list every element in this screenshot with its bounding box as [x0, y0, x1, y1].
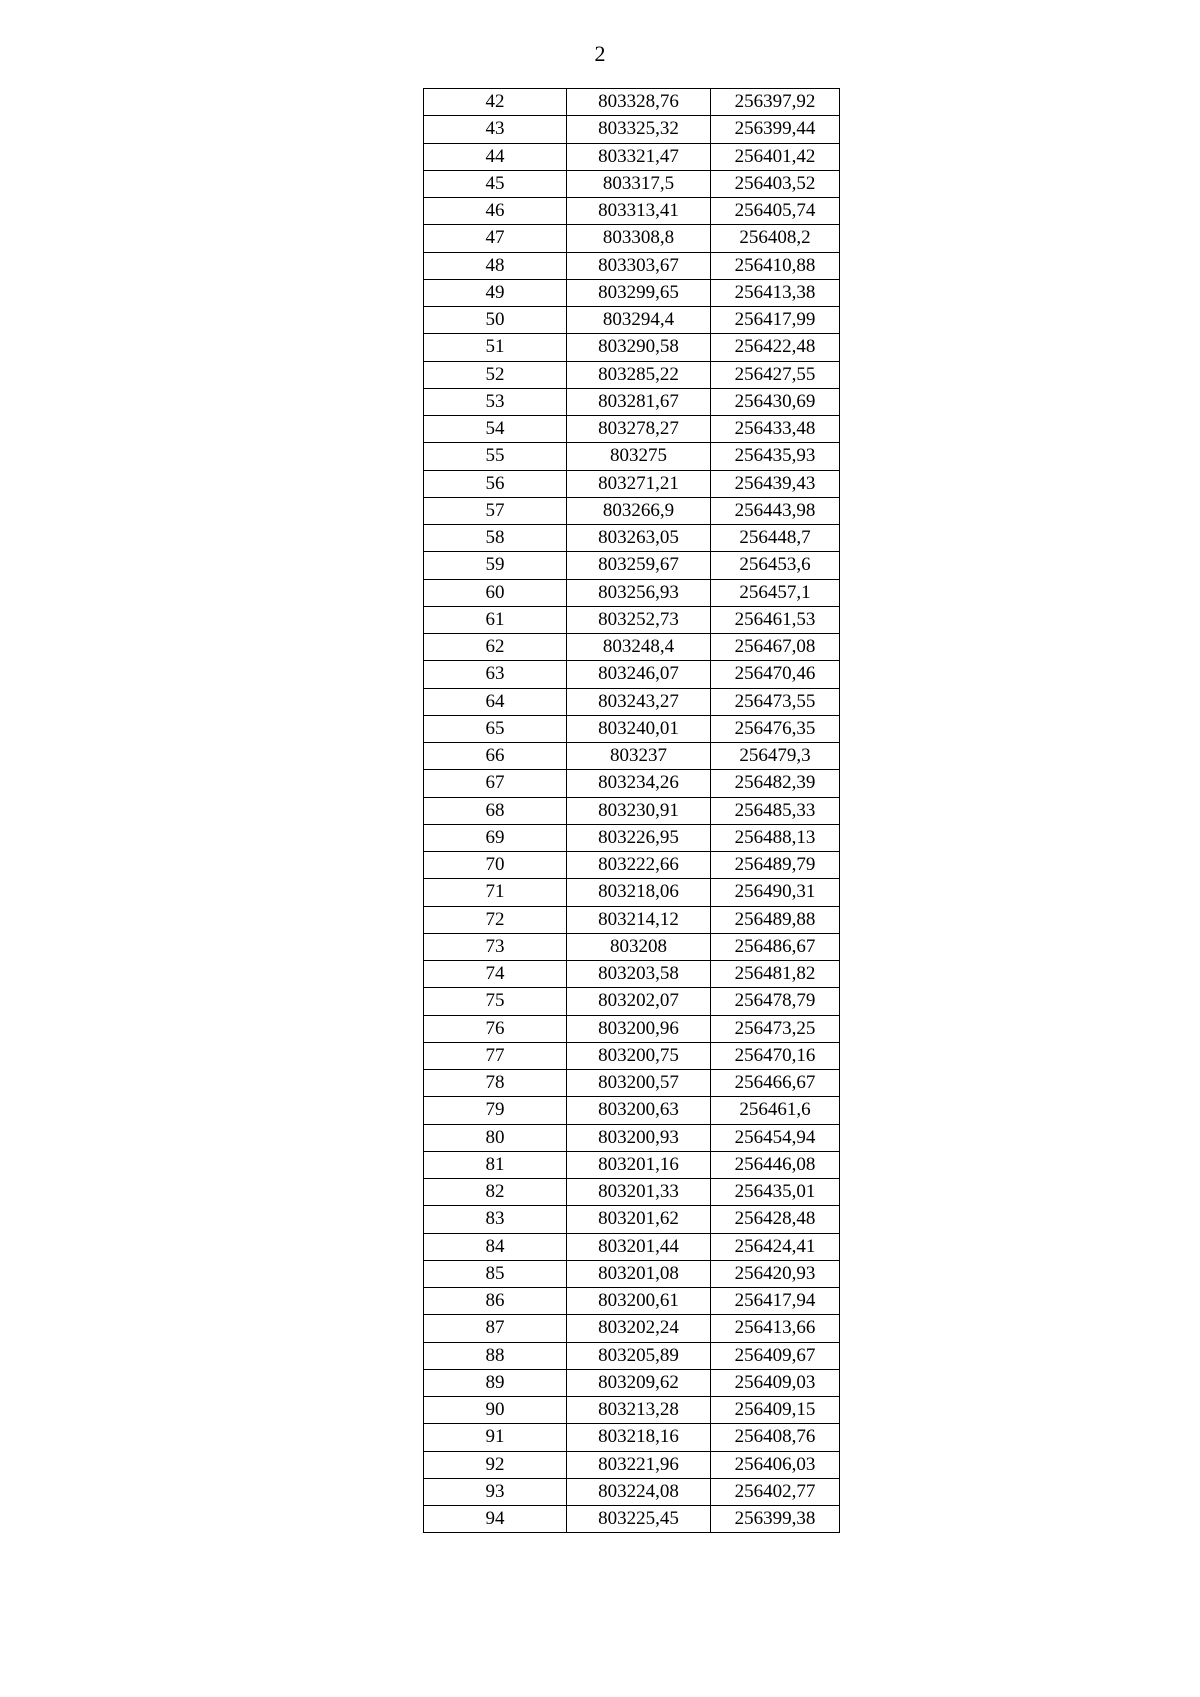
- point-number-cell: 47: [424, 225, 567, 252]
- y-coordinate-cell: 256473,55: [711, 688, 840, 715]
- x-coordinate-cell: 803259,67: [567, 552, 711, 579]
- y-coordinate-cell: 256443,98: [711, 497, 840, 524]
- x-coordinate-cell: 803252,73: [567, 606, 711, 633]
- y-coordinate-cell: 256485,33: [711, 797, 840, 824]
- table-row: [424, 361, 840, 388]
- point-number-cell: 43: [424, 116, 567, 143]
- table-row: [424, 552, 840, 579]
- point-number-cell: 46: [424, 198, 567, 225]
- x-coordinate-cell: 803200,61: [567, 1288, 711, 1315]
- table-row: [424, 89, 840, 116]
- x-coordinate-cell: 803303,67: [567, 252, 711, 279]
- table-row: [424, 661, 840, 688]
- table-row: [424, 525, 840, 552]
- y-coordinate-cell: 256435,93: [711, 443, 840, 470]
- table-row: [424, 1478, 840, 1505]
- table-row: [424, 1288, 840, 1315]
- y-coordinate-cell: 256448,7: [711, 525, 840, 552]
- x-coordinate-cell: 803237: [567, 743, 711, 770]
- y-coordinate-cell: 256427,55: [711, 361, 840, 388]
- table-row: [424, 1451, 840, 1478]
- point-number-cell: 88: [424, 1342, 567, 1369]
- y-coordinate-cell: 256409,67: [711, 1342, 840, 1369]
- y-coordinate-cell: 256486,67: [711, 933, 840, 960]
- table-row: [424, 961, 840, 988]
- table-row: [424, 1369, 840, 1396]
- y-coordinate-cell: 256397,92: [711, 89, 840, 116]
- y-coordinate-cell: 256399,38: [711, 1506, 840, 1533]
- table-row: [424, 497, 840, 524]
- x-coordinate-cell: 803201,62: [567, 1206, 711, 1233]
- table-row: [424, 824, 840, 851]
- point-number-cell: 80: [424, 1124, 567, 1151]
- table-row: [424, 743, 840, 770]
- table-row: [424, 252, 840, 279]
- x-coordinate-cell: 803213,28: [567, 1397, 711, 1424]
- table-row: [424, 470, 840, 497]
- y-coordinate-cell: 256417,99: [711, 307, 840, 334]
- x-coordinate-cell: 803275: [567, 443, 711, 470]
- table-row: [424, 879, 840, 906]
- x-coordinate-cell: 803201,44: [567, 1233, 711, 1260]
- y-coordinate-cell: 256454,94: [711, 1124, 840, 1151]
- point-number-cell: 54: [424, 416, 567, 443]
- x-coordinate-cell: 803201,33: [567, 1179, 711, 1206]
- point-number-cell: 70: [424, 852, 567, 879]
- x-coordinate-cell: 803226,95: [567, 824, 711, 851]
- table-row: [424, 933, 840, 960]
- table-row: [424, 334, 840, 361]
- point-number-cell: 58: [424, 525, 567, 552]
- y-coordinate-cell: 256489,88: [711, 906, 840, 933]
- table-row: [424, 443, 840, 470]
- x-coordinate-cell: 803294,4: [567, 307, 711, 334]
- point-number-cell: 62: [424, 634, 567, 661]
- table-row: [424, 279, 840, 306]
- point-number-cell: 89: [424, 1369, 567, 1396]
- y-coordinate-cell: 256417,94: [711, 1288, 840, 1315]
- point-number-cell: 92: [424, 1451, 567, 1478]
- point-number-cell: 66: [424, 743, 567, 770]
- table-row: [424, 634, 840, 661]
- point-number-cell: 42: [424, 89, 567, 116]
- point-number-cell: 51: [424, 334, 567, 361]
- y-coordinate-cell: 256482,39: [711, 770, 840, 797]
- y-coordinate-cell: 256466,67: [711, 1070, 840, 1097]
- point-number-cell: 56: [424, 470, 567, 497]
- point-number-cell: 84: [424, 1233, 567, 1260]
- x-coordinate-cell: 803214,12: [567, 906, 711, 933]
- x-coordinate-cell: 803256,93: [567, 579, 711, 606]
- x-coordinate-cell: 803200,57: [567, 1070, 711, 1097]
- x-coordinate-cell: 803246,07: [567, 661, 711, 688]
- point-number-cell: 57: [424, 497, 567, 524]
- y-coordinate-cell: 256408,76: [711, 1424, 840, 1451]
- x-coordinate-cell: 803248,4: [567, 634, 711, 661]
- x-coordinate-cell: 803317,5: [567, 170, 711, 197]
- x-coordinate-cell: 803203,58: [567, 961, 711, 988]
- x-coordinate-cell: 803313,41: [567, 198, 711, 225]
- y-coordinate-cell: 256470,46: [711, 661, 840, 688]
- point-number-cell: 90: [424, 1397, 567, 1424]
- coordinates-table: [423, 88, 840, 1533]
- table-row: [424, 225, 840, 252]
- table-row: [424, 797, 840, 824]
- point-number-cell: 76: [424, 1015, 567, 1042]
- table-row: [424, 1233, 840, 1260]
- point-number-cell: 74: [424, 961, 567, 988]
- x-coordinate-cell: 803325,32: [567, 116, 711, 143]
- x-coordinate-cell: 803218,16: [567, 1424, 711, 1451]
- x-coordinate-cell: 803299,65: [567, 279, 711, 306]
- x-coordinate-cell: 803321,47: [567, 143, 711, 170]
- table-row: [424, 1206, 840, 1233]
- x-coordinate-cell: 803224,08: [567, 1478, 711, 1505]
- y-coordinate-cell: 256420,93: [711, 1260, 840, 1287]
- y-coordinate-cell: 256409,03: [711, 1369, 840, 1396]
- y-coordinate-cell: 256479,3: [711, 743, 840, 770]
- y-coordinate-cell: 256476,35: [711, 715, 840, 742]
- table-row: [424, 1397, 840, 1424]
- point-number-cell: 44: [424, 143, 567, 170]
- point-number-cell: 93: [424, 1478, 567, 1505]
- table-row: [424, 906, 840, 933]
- x-coordinate-cell: 803281,67: [567, 388, 711, 415]
- table-row: [424, 852, 840, 879]
- x-coordinate-cell: 803222,66: [567, 852, 711, 879]
- x-coordinate-cell: 803200,96: [567, 1015, 711, 1042]
- y-coordinate-cell: 256473,25: [711, 1015, 840, 1042]
- table-row: [424, 1342, 840, 1369]
- table-row: [424, 606, 840, 633]
- x-coordinate-cell: 803201,08: [567, 1260, 711, 1287]
- point-number-cell: 52: [424, 361, 567, 388]
- table-row: [424, 1070, 840, 1097]
- table-row: [424, 170, 840, 197]
- y-coordinate-cell: 256403,52: [711, 170, 840, 197]
- point-number-cell: 69: [424, 824, 567, 851]
- point-number-cell: 61: [424, 606, 567, 633]
- y-coordinate-cell: 256489,79: [711, 852, 840, 879]
- y-coordinate-cell: 256422,48: [711, 334, 840, 361]
- y-coordinate-cell: 256413,66: [711, 1315, 840, 1342]
- point-number-cell: 85: [424, 1260, 567, 1287]
- table-row: [424, 1260, 840, 1287]
- point-number-cell: 55: [424, 443, 567, 470]
- table-row: [424, 1042, 840, 1069]
- y-coordinate-cell: 256409,15: [711, 1397, 840, 1424]
- point-number-cell: 60: [424, 579, 567, 606]
- x-coordinate-cell: 803271,21: [567, 470, 711, 497]
- y-coordinate-cell: 256461,6: [711, 1097, 840, 1124]
- table-row: [424, 307, 840, 334]
- y-coordinate-cell: 256446,08: [711, 1151, 840, 1178]
- y-coordinate-cell: 256413,38: [711, 279, 840, 306]
- x-coordinate-cell: 803201,16: [567, 1151, 711, 1178]
- point-number-cell: 79: [424, 1097, 567, 1124]
- table-row: [424, 988, 840, 1015]
- table-row: [424, 1124, 840, 1151]
- point-number-cell: 77: [424, 1042, 567, 1069]
- y-coordinate-cell: 256430,69: [711, 388, 840, 415]
- y-coordinate-cell: 256424,41: [711, 1233, 840, 1260]
- x-coordinate-cell: 803266,9: [567, 497, 711, 524]
- x-coordinate-cell: 803240,01: [567, 715, 711, 742]
- x-coordinate-cell: 803208: [567, 933, 711, 960]
- y-coordinate-cell: 256453,6: [711, 552, 840, 579]
- table-row: [424, 1315, 840, 1342]
- x-coordinate-cell: 803285,22: [567, 361, 711, 388]
- table-row: [424, 688, 840, 715]
- x-coordinate-cell: 803308,8: [567, 225, 711, 252]
- table-row: [424, 1424, 840, 1451]
- page-number: 2: [594, 41, 606, 66]
- y-coordinate-cell: 256461,53: [711, 606, 840, 633]
- x-coordinate-cell: 803278,27: [567, 416, 711, 443]
- point-number-cell: 75: [424, 988, 567, 1015]
- point-number-cell: 78: [424, 1070, 567, 1097]
- table-row: [424, 1097, 840, 1124]
- y-coordinate-cell: 256399,44: [711, 116, 840, 143]
- point-number-cell: 68: [424, 797, 567, 824]
- point-number-cell: 63: [424, 661, 567, 688]
- table-row: [424, 143, 840, 170]
- x-coordinate-cell: 803218,06: [567, 879, 711, 906]
- y-coordinate-cell: 256435,01: [711, 1179, 840, 1206]
- y-coordinate-cell: 256478,79: [711, 988, 840, 1015]
- y-coordinate-cell: 256428,48: [711, 1206, 840, 1233]
- x-coordinate-cell: 803200,93: [567, 1124, 711, 1151]
- table-row: [424, 416, 840, 443]
- point-number-cell: 86: [424, 1288, 567, 1315]
- point-number-cell: 50: [424, 307, 567, 334]
- table-row: [424, 1179, 840, 1206]
- point-number-cell: 71: [424, 879, 567, 906]
- y-coordinate-cell: 256408,2: [711, 225, 840, 252]
- y-coordinate-cell: 256439,43: [711, 470, 840, 497]
- x-coordinate-cell: 803221,96: [567, 1451, 711, 1478]
- point-number-cell: 48: [424, 252, 567, 279]
- table-row: [424, 770, 840, 797]
- y-coordinate-cell: 256402,77: [711, 1478, 840, 1505]
- point-number-cell: 72: [424, 906, 567, 933]
- y-coordinate-cell: 256405,74: [711, 198, 840, 225]
- point-number-cell: 82: [424, 1179, 567, 1206]
- x-coordinate-cell: 803205,89: [567, 1342, 711, 1369]
- y-coordinate-cell: 256410,88: [711, 252, 840, 279]
- point-number-cell: 87: [424, 1315, 567, 1342]
- point-number-cell: 83: [424, 1206, 567, 1233]
- y-coordinate-cell: 256406,03: [711, 1451, 840, 1478]
- y-coordinate-cell: 256457,1: [711, 579, 840, 606]
- y-coordinate-cell: 256401,42: [711, 143, 840, 170]
- x-coordinate-cell: 803202,24: [567, 1315, 711, 1342]
- table-row: [424, 1151, 840, 1178]
- y-coordinate-cell: 256490,31: [711, 879, 840, 906]
- x-coordinate-cell: 803263,05: [567, 525, 711, 552]
- table-row: [424, 116, 840, 143]
- point-number-cell: 94: [424, 1506, 567, 1533]
- x-coordinate-cell: 803243,27: [567, 688, 711, 715]
- x-coordinate-cell: 803234,26: [567, 770, 711, 797]
- y-coordinate-cell: 256433,48: [711, 416, 840, 443]
- point-number-cell: 64: [424, 688, 567, 715]
- x-coordinate-cell: 803200,75: [567, 1042, 711, 1069]
- point-number-cell: 81: [424, 1151, 567, 1178]
- table-row: [424, 198, 840, 225]
- table-row: [424, 715, 840, 742]
- point-number-cell: 91: [424, 1424, 567, 1451]
- x-coordinate-cell: 803202,07: [567, 988, 711, 1015]
- point-number-cell: 67: [424, 770, 567, 797]
- y-coordinate-cell: 256467,08: [711, 634, 840, 661]
- table-row: [424, 1015, 840, 1042]
- x-coordinate-cell: 803230,91: [567, 797, 711, 824]
- point-number-cell: 49: [424, 279, 567, 306]
- x-coordinate-cell: 803200,63: [567, 1097, 711, 1124]
- x-coordinate-cell: 803209,62: [567, 1369, 711, 1396]
- x-coordinate-cell: 803225,45: [567, 1506, 711, 1533]
- point-number-cell: 53: [424, 388, 567, 415]
- table-row: [424, 579, 840, 606]
- y-coordinate-cell: 256488,13: [711, 824, 840, 851]
- y-coordinate-cell: 256481,82: [711, 961, 840, 988]
- point-number-cell: 65: [424, 715, 567, 742]
- point-number-cell: 59: [424, 552, 567, 579]
- x-coordinate-cell: 803290,58: [567, 334, 711, 361]
- point-number-cell: 45: [424, 170, 567, 197]
- point-number-cell: 73: [424, 933, 567, 960]
- table-row: [424, 388, 840, 415]
- x-coordinate-cell: 803328,76: [567, 89, 711, 116]
- y-coordinate-cell: 256470,16: [711, 1042, 840, 1069]
- table-row: [424, 1506, 840, 1533]
- coordinates-table-body: [424, 89, 840, 1533]
